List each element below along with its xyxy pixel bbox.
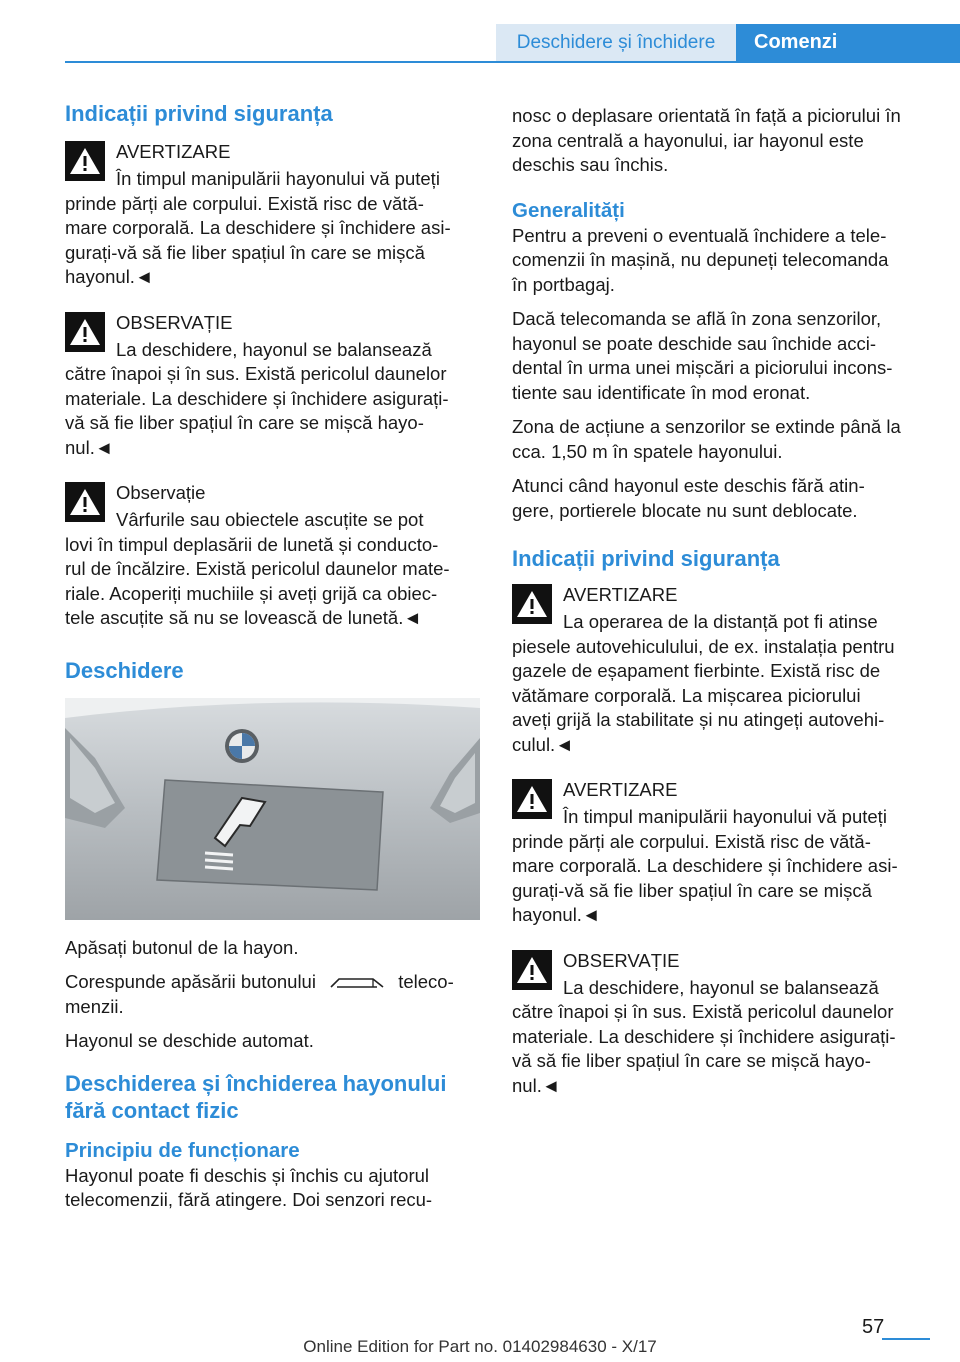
warning-first-line: În timpul manipulării hayonului vă puteți — [563, 806, 887, 827]
tailgate-photo — [65, 698, 480, 920]
warning-triangle-icon — [65, 482, 105, 522]
corresponds-after: teleco- — [398, 971, 454, 992]
notice-text: către înapoi și în sus. Există pericolul daunelor materiale. La deschidere și închidere asigurați- vă să fie liber spațiul în care se mișcă hayo- nul.◄ — [512, 1001, 896, 1096]
warning-triangle-icon — [512, 584, 552, 624]
warning-first-line: În timpul manipulării hayonului vă puteți — [116, 168, 440, 189]
note-block — [65, 478, 480, 631]
warning-block — [512, 580, 930, 757]
general-heading: Generalități — [512, 198, 625, 222]
warning-label: AVERTIZARE — [563, 779, 678, 800]
principle-text: Hayonul poate fi deschis și închis cu ajutorul telecomenzii, fără atingere. Doi senzori recu- — [65, 1164, 433, 1210]
opening-heading: Deschidere — [65, 657, 184, 683]
page-number: 57 — [862, 1316, 885, 1338]
auto-open-text: Hayonul se deschide automat. — [65, 1030, 314, 1051]
warning-triangle-icon — [65, 141, 105, 181]
header-chapter-title: Comenzi — [736, 24, 960, 61]
note-first-line: Vârfurile sau obiectele ascuțite se pot — [116, 509, 424, 530]
warning-text: prinde părți ale corpului. Există risc de vătă- mare corporală. La deschidere și închidere asi- gurați-vă să fie liber spațiul în care se mișcă hayonul.◄ — [65, 192, 451, 287]
corresponds-before: Corespunde apăsării butonului — [65, 971, 316, 992]
header-section-title: Deschidere și închidere — [496, 24, 736, 61]
notice-block — [65, 308, 480, 461]
notice-label: OBSERVAȚIE — [563, 949, 680, 971]
footer-edition: Online Edition for Part no. 01402984630 - X/17 — [303, 1337, 657, 1356]
right-column — [512, 104, 930, 1116]
warning-triangle-icon — [512, 779, 552, 819]
remote-key-icon — [329, 973, 385, 993]
notice-first-line: La deschidere, hayonul se balansează — [116, 338, 432, 360]
corresponds-end: menzii. — [65, 995, 124, 1017]
general-paragraph-4: Atunci când hayonul este deschis fără atin- gere, portierele blocate nu sunt deblocate. — [512, 475, 865, 521]
notice-text: către înapoi și în sus. Există pericolul daunelor materiale. La deschidere și închidere asigurați- vă să fie liber spațiul în care se mișcă hayo- nul.◄ — [65, 363, 449, 458]
warning-triangle-icon — [65, 312, 105, 352]
general-paragraph-1: Pentru a preveni o eventuală închidere a tele- comenzii în mașină, nu depuneți telecomanda în portbagaj. — [512, 224, 889, 295]
safety-heading: Indicații privind siguranța — [65, 101, 333, 126]
header-rule — [65, 61, 960, 63]
press-button-text: Apăsați butonul de la hayon. — [65, 936, 299, 958]
left-column — [65, 100, 480, 1223]
note-label: Observație — [116, 482, 206, 503]
notice-block — [512, 946, 930, 1099]
warning-label: AVERTIZARE — [116, 141, 231, 162]
safety-heading-right: Indicații privind siguranța — [512, 546, 780, 571]
principle-heading: Principiu de funcționare — [65, 1138, 300, 1162]
corresponds-text — [65, 970, 480, 995]
warning-first-line: La operarea de la distanță pot fi atinse — [563, 611, 878, 632]
continued-text: nosc o deplasare orientată în față a piciorului în zona centrală a hayonului, iar hayonul este deschis sau închis. — [512, 105, 901, 175]
note-text: lovi în timpul deplasării de lunetă și conducto- rul de încălzire. Există pericolul daunelor mate- riale. Acoperiți muchiile și aveți grijă ca obiec- tele ascuțite să nu se lovească de lunetă.◄ — [65, 533, 450, 628]
warning-label: AVERTIZARE — [563, 584, 678, 605]
general-paragraph-2: Dacă telecomanda se află în zona senzorilor, hayonul se poate deschide sau închide acci- dental în urma unei mișcări a piciorului incons- tiente sau identificate în mod eronat. — [512, 308, 893, 403]
warning-block — [65, 137, 480, 290]
warning-text: prinde părți ale corpului. Există risc de vătă- mare corporală. La deschidere și închidere asi- gurați-vă să fie liber spațiul în care se mișcă hayonul.◄ — [512, 830, 898, 925]
warning-block — [512, 775, 930, 928]
general-paragraph-3: Zona de acțiune a senzorilor se extinde până la cca. 1,50 m în spatele hayonului. — [512, 416, 901, 462]
contactless-heading: Deschiderea și închiderea hayonului fără contact fizic — [65, 1070, 447, 1123]
warning-triangle-icon — [512, 950, 552, 990]
notice-first-line: La deschidere, hayonul se balansează — [563, 976, 879, 998]
notice-label: OBSERVAȚIE — [116, 311, 233, 333]
warning-text: piesele autovehiculului, de ex. instalația pentru gazele de eșapament fierbinte. Există risc de vătămare corporală. La mișcarea piciorului aveți grijă la stabilitate și nu atingeți autovehi- culul.◄ — [512, 635, 895, 755]
